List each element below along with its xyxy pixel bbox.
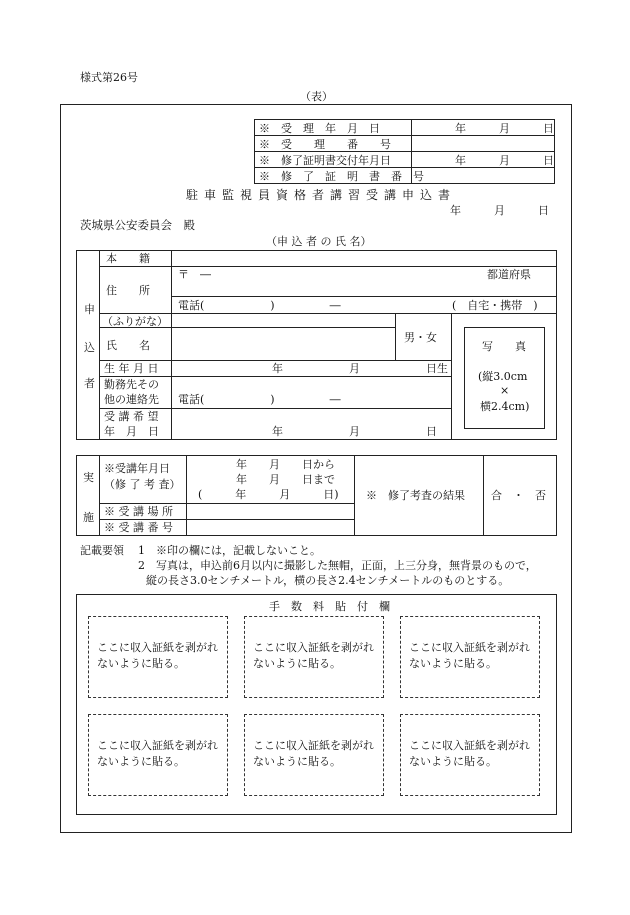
notes-heading: 記載要領 <box>80 544 124 557</box>
applicant-side-1: 申 <box>84 303 95 316</box>
stamp-instruction: ここに収入証紙を剥がれないように貼る。 <box>409 739 530 768</box>
workplace-label-1: 勤務先その <box>104 378 159 391</box>
exam-result-value: 合 ・ 否 <box>491 489 546 502</box>
stamp-instruction: ここに収入証紙を剥がれないように貼る。 <box>97 641 218 670</box>
office-received-date-value: 年 月 日 <box>455 122 554 135</box>
photo-size-3: 横2.4cm) <box>480 400 530 413</box>
stamp-box <box>400 616 540 698</box>
stamp-box <box>244 616 384 698</box>
fee-title: 手 数 料 貼 付 欄 <box>269 600 390 613</box>
name-label: 氏 名 <box>106 339 150 352</box>
implementation-side-1: 実 <box>83 471 94 484</box>
photo-size-2: × <box>500 384 510 397</box>
stamp-instruction: ここに収入証紙を剥がれないように貼る。 <box>97 739 218 768</box>
applicant-side-2: 込 <box>84 341 95 354</box>
exam-result-label: ※ 修了考査の結果 <box>366 489 465 502</box>
stamp-instruction: ここに収入証紙を剥がれないように貼る。 <box>253 739 374 768</box>
gender-options: 男・女 <box>404 331 437 344</box>
stamp-instruction: ここに収入証紙を剥がれないように貼る。 <box>409 641 530 670</box>
stamp-instruction: ここに収入証紙を剥がれないように貼る。 <box>253 641 374 670</box>
date-line: 年 月 日 <box>450 204 549 217</box>
addressee: 茨城県公安委員会 殿 <box>80 218 195 232</box>
stamp-box <box>244 714 384 796</box>
applicant-name-heading: （申 込 者 の 氏 名） <box>266 235 372 248</box>
office-received-number-label: ※ 受 理 番 号 <box>259 138 391 151</box>
stamp-box <box>88 714 228 796</box>
birthdate-label: 生 年 月 日 <box>104 362 159 375</box>
workplace-phone-label: 電話( ) ― <box>178 393 341 406</box>
workplace-label-2: 他の連絡先 <box>104 393 159 406</box>
form-number: 様式第26号 <box>80 71 138 84</box>
address-label: 住 所 <box>106 284 150 297</box>
applicant-side-3: 者 <box>84 377 95 390</box>
notes-item-2b: 縦の長さ3.0センチメートル，横の長さ2.4センチメートルのものとする。 <box>146 574 510 587</box>
form-title: 駐車監視員資格者講習受講申込書 <box>186 188 457 202</box>
office-certificate-date-value: 年 月 日 <box>455 154 554 167</box>
address-phone-label: 電話( ) ― <box>178 299 341 312</box>
prefecture-label: 都道府県 <box>487 268 531 281</box>
home-mobile-label: ( 自宅・携帯 ) <box>452 299 538 312</box>
desired-date-value: 年 月 日 <box>272 425 437 438</box>
stamp-box <box>88 616 228 698</box>
exam-date: ( 年 月 日) <box>198 488 339 501</box>
furigana-label: （ふりがな） <box>102 315 168 328</box>
course-date-to: 年 月 日まで <box>236 473 335 486</box>
photo-size-1: (縦3.0cm <box>478 370 528 383</box>
side-label: （表） <box>300 90 333 103</box>
desired-date-label-2: 年 月 日 <box>104 425 159 438</box>
office-certificate-number-label: ※ 修 了 証 明 書 番 号 <box>259 170 424 183</box>
course-date-label-1: ※受講年月日 <box>104 462 170 475</box>
course-date-from: 年 月 日から <box>236 458 335 471</box>
course-date-label-2: （修 了 考 査） <box>104 478 181 491</box>
notes-item-2a: 2 写真は，申込前6月以内に撮影した無帽，正面，上三分身，無背景のもので， <box>138 559 537 572</box>
desired-date-label-1: 受 講 希 望 <box>104 410 159 423</box>
course-number-label: ※ 受 講 番 号 <box>104 521 173 534</box>
course-place-label: ※ 受 講 場 所 <box>104 505 173 518</box>
birthdate-value: 年 月 日生 <box>272 362 448 375</box>
notes-item-1: 1 ※印の欄には，記載しないこと。 <box>138 544 321 557</box>
postal-mark: 〒 ― <box>178 268 211 281</box>
office-received-date-label: ※ 受 理 年 月 日 <box>259 122 380 135</box>
stamp-box <box>400 714 540 796</box>
domicile-label: 本 籍 <box>106 252 150 265</box>
photo-title: 写 真 <box>482 340 526 353</box>
office-certificate-date-label: ※ 修了証明書交付年月日 <box>259 154 391 167</box>
implementation-side-2: 施 <box>83 511 94 524</box>
